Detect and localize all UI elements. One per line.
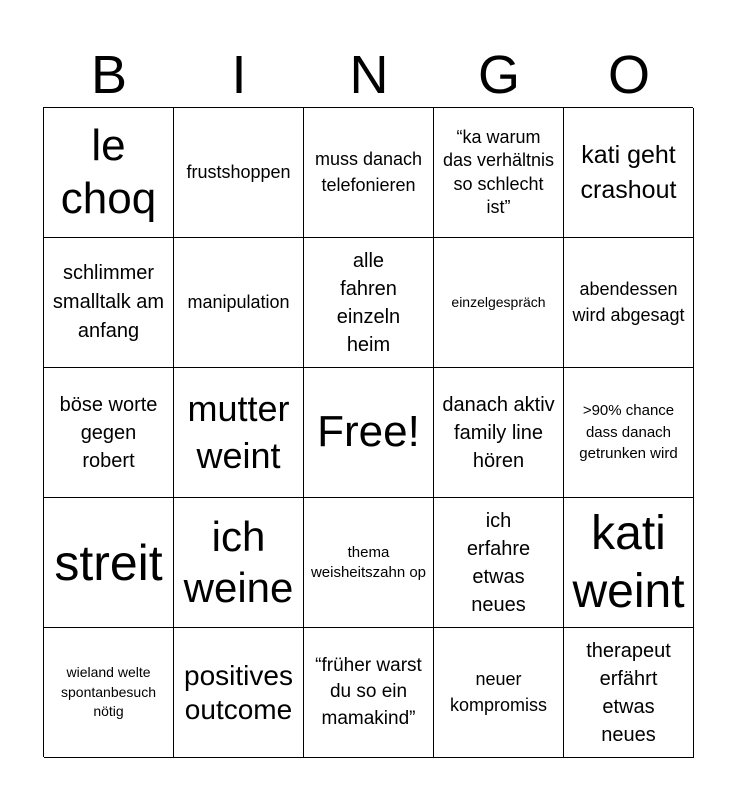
- bingo-grid: [43, 107, 693, 757]
- cell-text: ich erfahre etwas neues: [466, 509, 531, 616]
- bingo-cell[interactable]: [44, 368, 174, 498]
- bingo-cell[interactable]: [44, 498, 174, 628]
- bingo-cell[interactable]: [434, 498, 564, 628]
- bingo-cell[interactable]: [304, 498, 434, 628]
- cell-text: schlimmer smalltalk am anfang: [52, 262, 165, 342]
- cell-text: frustshoppen: [186, 161, 291, 182]
- bingo-cell[interactable]: [304, 628, 434, 758]
- cell-text: “früher warst du so ein mamakind”: [315, 654, 422, 729]
- bingo-header: [44, 42, 694, 108]
- header-letter-i: I: [231, 45, 247, 105]
- bingo-cell[interactable]: [44, 238, 174, 368]
- bingo-cell[interactable]: [564, 628, 694, 758]
- bingo-cell[interactable]: [174, 368, 304, 498]
- bingo-cell[interactable]: [304, 238, 434, 368]
- bingo-cell[interactable]: [564, 108, 694, 238]
- header-letter-o: O: [607, 45, 650, 105]
- bingo-cell[interactable]: [564, 238, 694, 368]
- bingo-cell[interactable]: [304, 108, 434, 238]
- cell-text: ich weine: [183, 513, 294, 611]
- cell-text: kati weint: [572, 506, 685, 618]
- cell-text: manipulation: [187, 291, 290, 312]
- cell-text: einzelgespräch: [451, 294, 546, 311]
- cell-text: neuer kompromiss: [449, 669, 547, 715]
- cell-text: alle fahren einzeln heim: [336, 249, 401, 356]
- cell-text: muss danach telefonieren: [314, 149, 423, 195]
- cell-text: therapeut erfährt etwas neues: [586, 639, 671, 746]
- cell-text: “ka warum das verhältnis so schlecht ist”: [442, 126, 555, 217]
- cell-text: >90% chance dass danach getrunken wird: [579, 401, 678, 463]
- header-letter-n: N: [349, 45, 389, 105]
- cell-text: böse worte gegen robert: [59, 393, 158, 472]
- bingo-cell[interactable]: [174, 628, 304, 758]
- bingo-cell[interactable]: [434, 238, 564, 368]
- bingo-cell[interactable]: [44, 108, 174, 238]
- bingo-cell[interactable]: [434, 628, 564, 758]
- header-letter-g: G: [477, 45, 520, 105]
- cell-text: le choq: [60, 120, 157, 223]
- free-space-cell[interactable]: [304, 368, 434, 498]
- cell-text: mutter weint: [187, 387, 290, 476]
- bingo-cell[interactable]: [44, 628, 174, 758]
- bingo-cell[interactable]: [434, 368, 564, 498]
- header-letter-b: B: [90, 45, 128, 105]
- bingo-cell[interactable]: [434, 108, 564, 238]
- cell-text: positives outcome: [184, 659, 293, 725]
- bingo-cell[interactable]: [174, 238, 304, 368]
- bingo-cell[interactable]: [174, 498, 304, 628]
- free-space-text: Free!: [317, 407, 420, 457]
- cell-text: wieland welte spontanbesuch nötig: [61, 664, 156, 720]
- cell-text: abendessen wird abgesagt: [572, 279, 685, 325]
- bingo-cell[interactable]: [564, 368, 694, 498]
- bingo-cell[interactable]: [564, 498, 694, 628]
- bingo-cell[interactable]: [174, 108, 304, 238]
- cell-text: thema weisheitszahn op: [310, 544, 427, 581]
- cell-text: streit: [54, 534, 163, 591]
- cell-text: danach aktiv family line hören: [442, 393, 555, 472]
- cell-text: kati geht crashout: [580, 140, 677, 204]
